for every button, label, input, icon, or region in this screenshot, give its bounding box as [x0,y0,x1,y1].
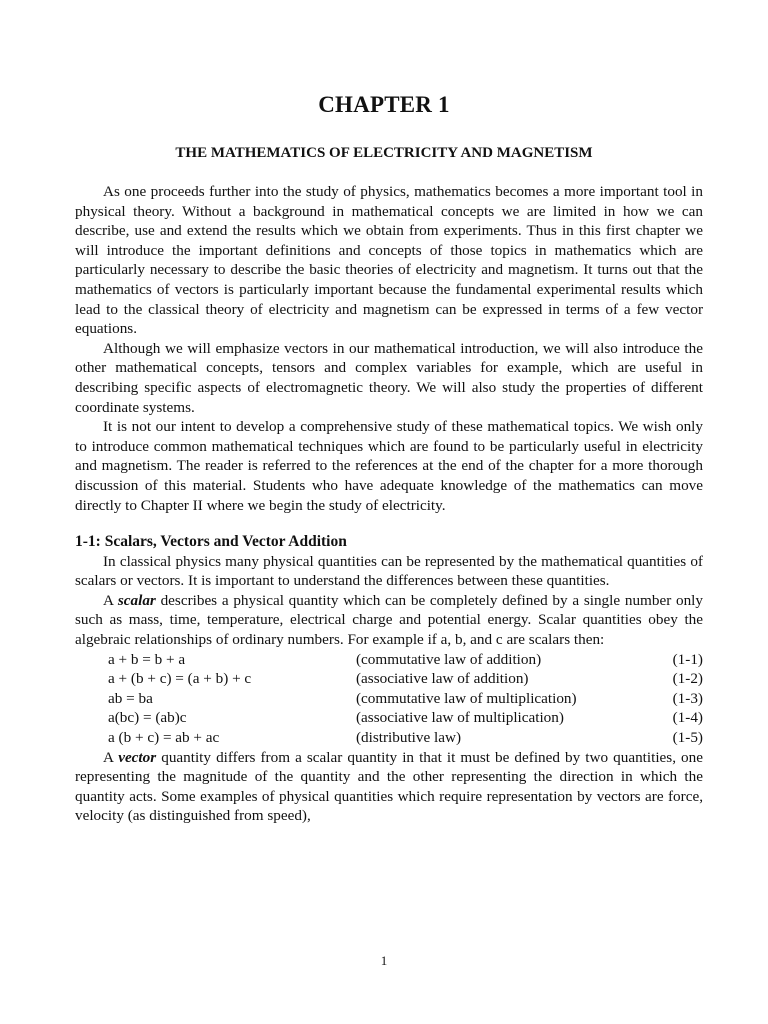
chapter-subtitle: THE MATHEMATICS OF ELECTRICITY AND MAGNETISM [175,145,593,161]
body-text [75,182,703,826]
equation-row [75,689,703,709]
equation-row [75,728,703,748]
equation-number: (1-4) [672,709,703,727]
equation-expression: a + b = b + a [108,650,186,668]
section-heading: 1-1: Scalars, Vectors and Vector Addition [75,533,347,551]
page-number: 1 [380,953,388,968]
vector-lead: A [103,748,119,766]
equation-law: (commutative law of multiplication) [356,689,577,707]
equation-law: (associative law of multiplication) [356,709,564,727]
equation-number: (1-1) [672,650,703,668]
equation-law: (commutative law of addition) [356,650,542,668]
equation-row [75,650,703,670]
equation-list [75,650,703,748]
scalar-term: scalar [117,591,156,609]
equation-expression: a (b + c) = ab + ac [108,729,220,747]
equation-number: (1-5) [672,729,703,747]
vector-paragraph [75,748,703,826]
equation-law: (associative law of addition) [356,670,529,688]
equation-expression: a + (b + c) = (a + b) + c [108,670,252,688]
intro-paragraph-2: Although we will emphasize vectors in our mathematical introduction, we will also introduce the other mathematical concepts, tensors and complex variables for example, which are useful in describing specific aspects of electromagnetic theory. We will also study the properties of different coordinate systems. [75,339,703,416]
chapter-title: CHAPTER 1 [318,92,450,117]
vector-text: quantity differs from a scalar quantity in that it must be defined by two quantities, one representing the magnitude of the quantity and the other representing the direction in which the quantity acts. Some examples of physical quantities which require representation by vectors are force, velocity (as distinguished from speed), [75,748,703,825]
intro-paragraph-3: It is not our intent to develop a comprehensive study of these mathematical topics. We wish only to introduce common mathematical techniques which are found to be particularly useful in electricity and magnetism. The reader is referred to the references at the end of the chapter for a more thorough discussion of this material. Students who have adequate knowledge of the mathematics can move directly to Chapter II where we begin the study of electricity. [75,418,703,514]
equation-law: (distributive law) [356,729,462,747]
equation-row [75,708,703,728]
scalar-paragraph [75,591,703,650]
equation-expression: a(bc) = (ab)c [108,709,187,727]
vector-term: vector [118,748,157,766]
scalar-lead: A [103,591,118,609]
equation-number: (1-3) [672,689,703,707]
equation-row [75,669,703,689]
section-paragraph: In classical physics many physical quantities can be represented by the mathematical quantities of scalars or vectors. It is important to understand the differences between these quantities. [75,552,703,590]
equation-number: (1-2) [672,670,703,688]
intro-paragraph-1: As one proceeds further into the study of physics, mathematics becomes a more important tool in physical theory. Without a background in mathematical concepts we are limited in how we can describe, use and extend the results which we obtain from experiments. Thus in this first chapter we will introduce the important definitions and concepts of those topics in mathematics which are particularly necessary to describe the basic theories of electricity and magnetism. It turns out that the mathematics of vectors is particularly important because the fundamental experimental results which lead to the classical theory of electricity and magnetism can be expressed in terms of a few vector equations. [75,183,703,338]
scalar-text: describes a physical quantity which can be completely defined by a single number only such as mass, time, temperature, electrical charge and potential energy. Scalar quantities obey the algebraic relationships of ordinary numbers. For example if a, b, and c are scalars then: [75,591,703,649]
equation-expression: ab = ba [108,689,153,707]
